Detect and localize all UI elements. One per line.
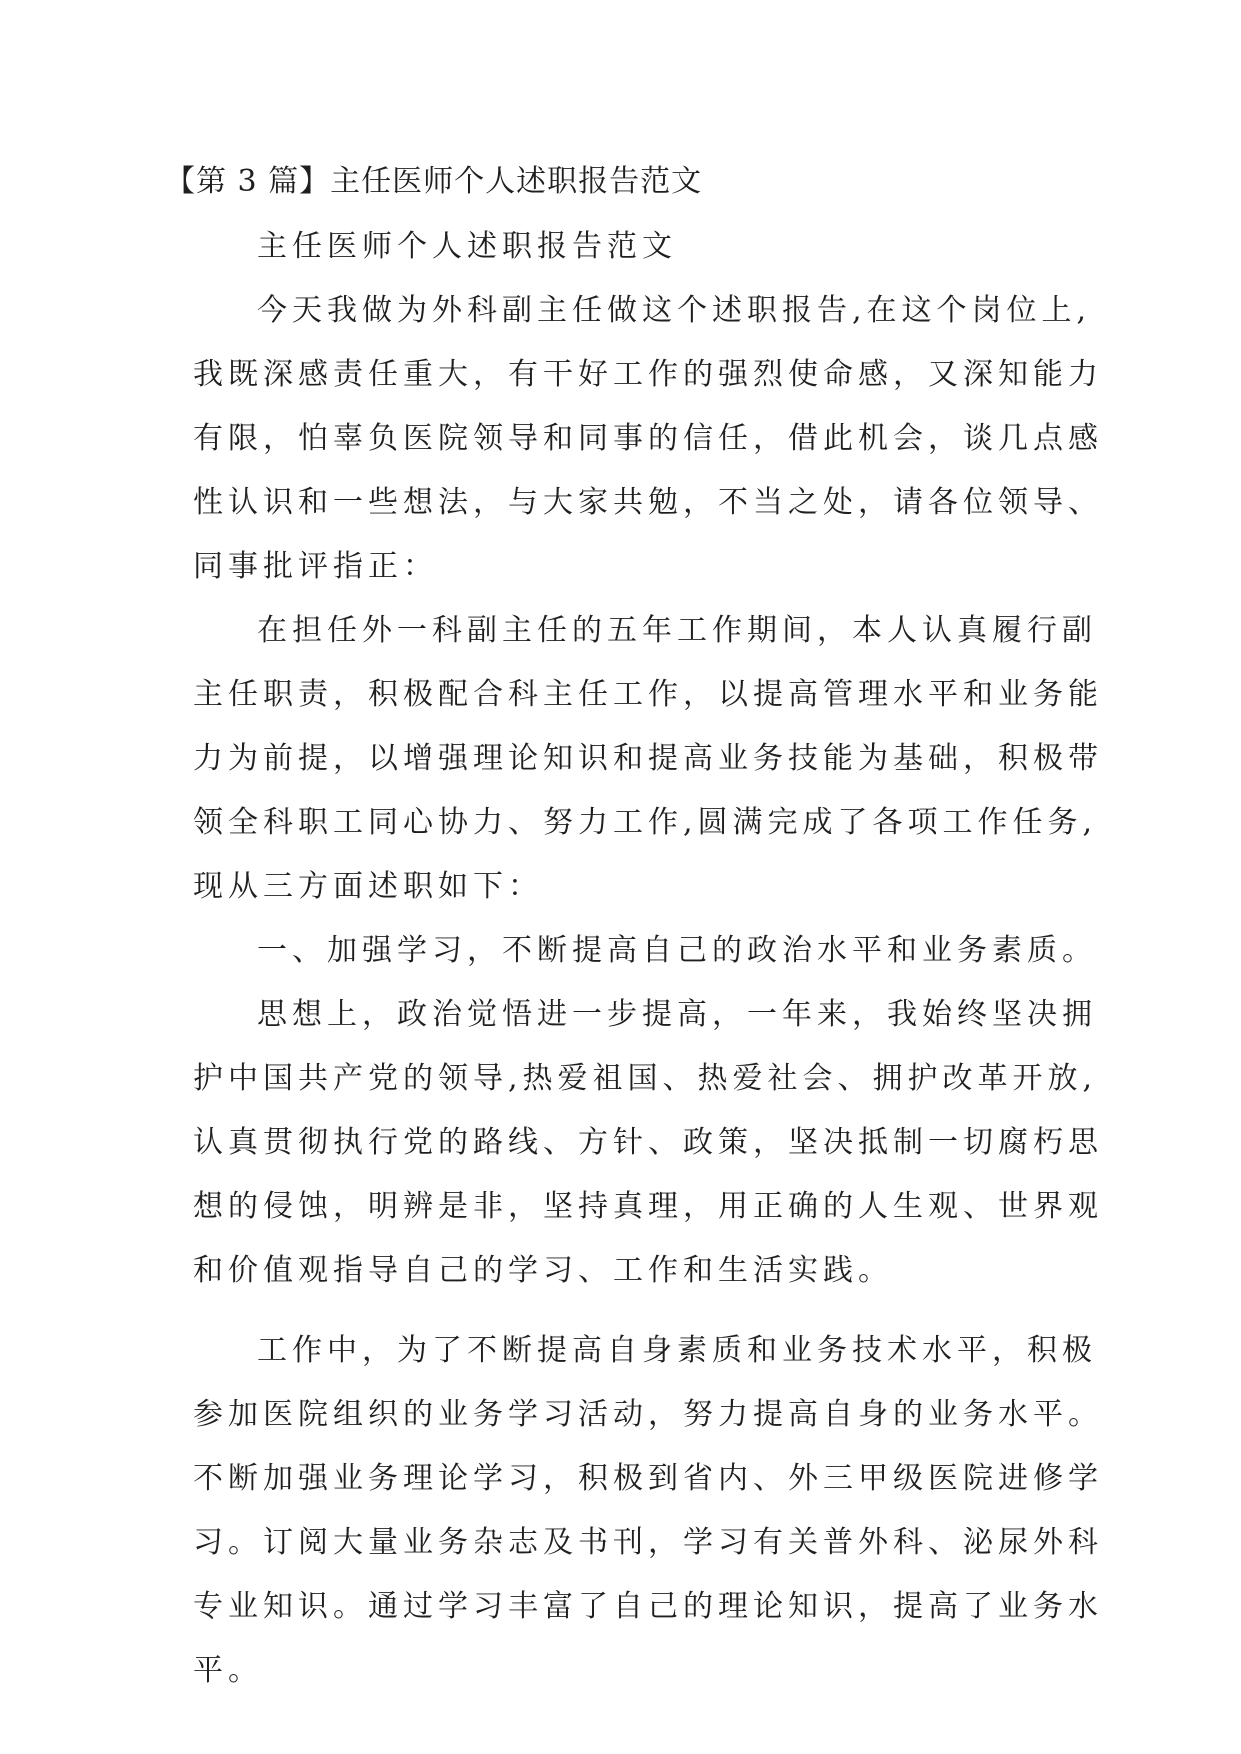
text-line: 护中国共产党的领导,热爱祖国、热爱社会、拥护改革开放, xyxy=(193,1061,1098,1096)
text-line: 同事批评指正： xyxy=(193,549,438,584)
document-title: 【第 3 篇】主任医师个人述职报告范文 xyxy=(165,164,703,199)
text-line: 平。 xyxy=(193,1653,263,1688)
text-line: 现从三方面述职如下： xyxy=(193,869,543,904)
text-line: 想的侵蚀，明辨是非，坚持真理，用正确的人生观、世界观 xyxy=(193,1189,1103,1224)
text-line: 有限，怕辜负医院领导和同事的信任，借此机会，谈几点感 xyxy=(193,421,1103,456)
text-line: 认真贯彻执行党的路线、方针、政策，坚决抵制一切腐朽思 xyxy=(193,1125,1103,1160)
text-line: 在担任外一科副主任的五年工作期间，本人认真履行副 xyxy=(257,613,1097,648)
text-line: 参加医院组织的业务学习活动，努力提高自身的业务水平。 xyxy=(193,1397,1103,1432)
text-line: 主任职责，积极配合科主任工作，以提高管理水平和业务能 xyxy=(193,677,1103,712)
section-heading: 一、加强学习，不断提高自己的政治水平和业务素质。 xyxy=(257,933,1097,968)
text-line: 主任医师个人述职报告范文 xyxy=(257,229,677,264)
text-line: 今天我做为外科副主任做这个述职报告,在这个岗位上, xyxy=(257,293,1092,328)
text-line: 力为前提，以增强理论知识和提高业务技能为基础，积极带 xyxy=(193,741,1103,776)
text-line: 工作中，为了不断提高自身素质和业务技术水平，积极 xyxy=(257,1333,1097,1368)
text-line: 习。订阅大量业务杂志及书刊，学习有关普外科、泌尿外科 xyxy=(193,1525,1103,1560)
text-line: 领全科职工同心协力、努力工作,圆满完成了各项工作任务, xyxy=(193,805,1098,840)
text-line: 性认识和一些想法，与大家共勉，不当之处，请各位领导、 xyxy=(193,485,1103,520)
text-line: 思想上，政治觉悟进一步提高，一年来，我始终坚决拥 xyxy=(257,997,1097,1032)
text-line: 我既深感责任重大，有干好工作的强烈使命感，又深知能力 xyxy=(193,357,1103,392)
text-line: 专业知识。通过学习丰富了自己的理论知识，提高了业务水 xyxy=(193,1589,1103,1624)
text-line: 不断加强业务理论学习，积极到省内、外三甲级医院进修学 xyxy=(193,1461,1103,1496)
text-line: 和价值观指导自己的学习、工作和生活实践。 xyxy=(193,1253,893,1288)
